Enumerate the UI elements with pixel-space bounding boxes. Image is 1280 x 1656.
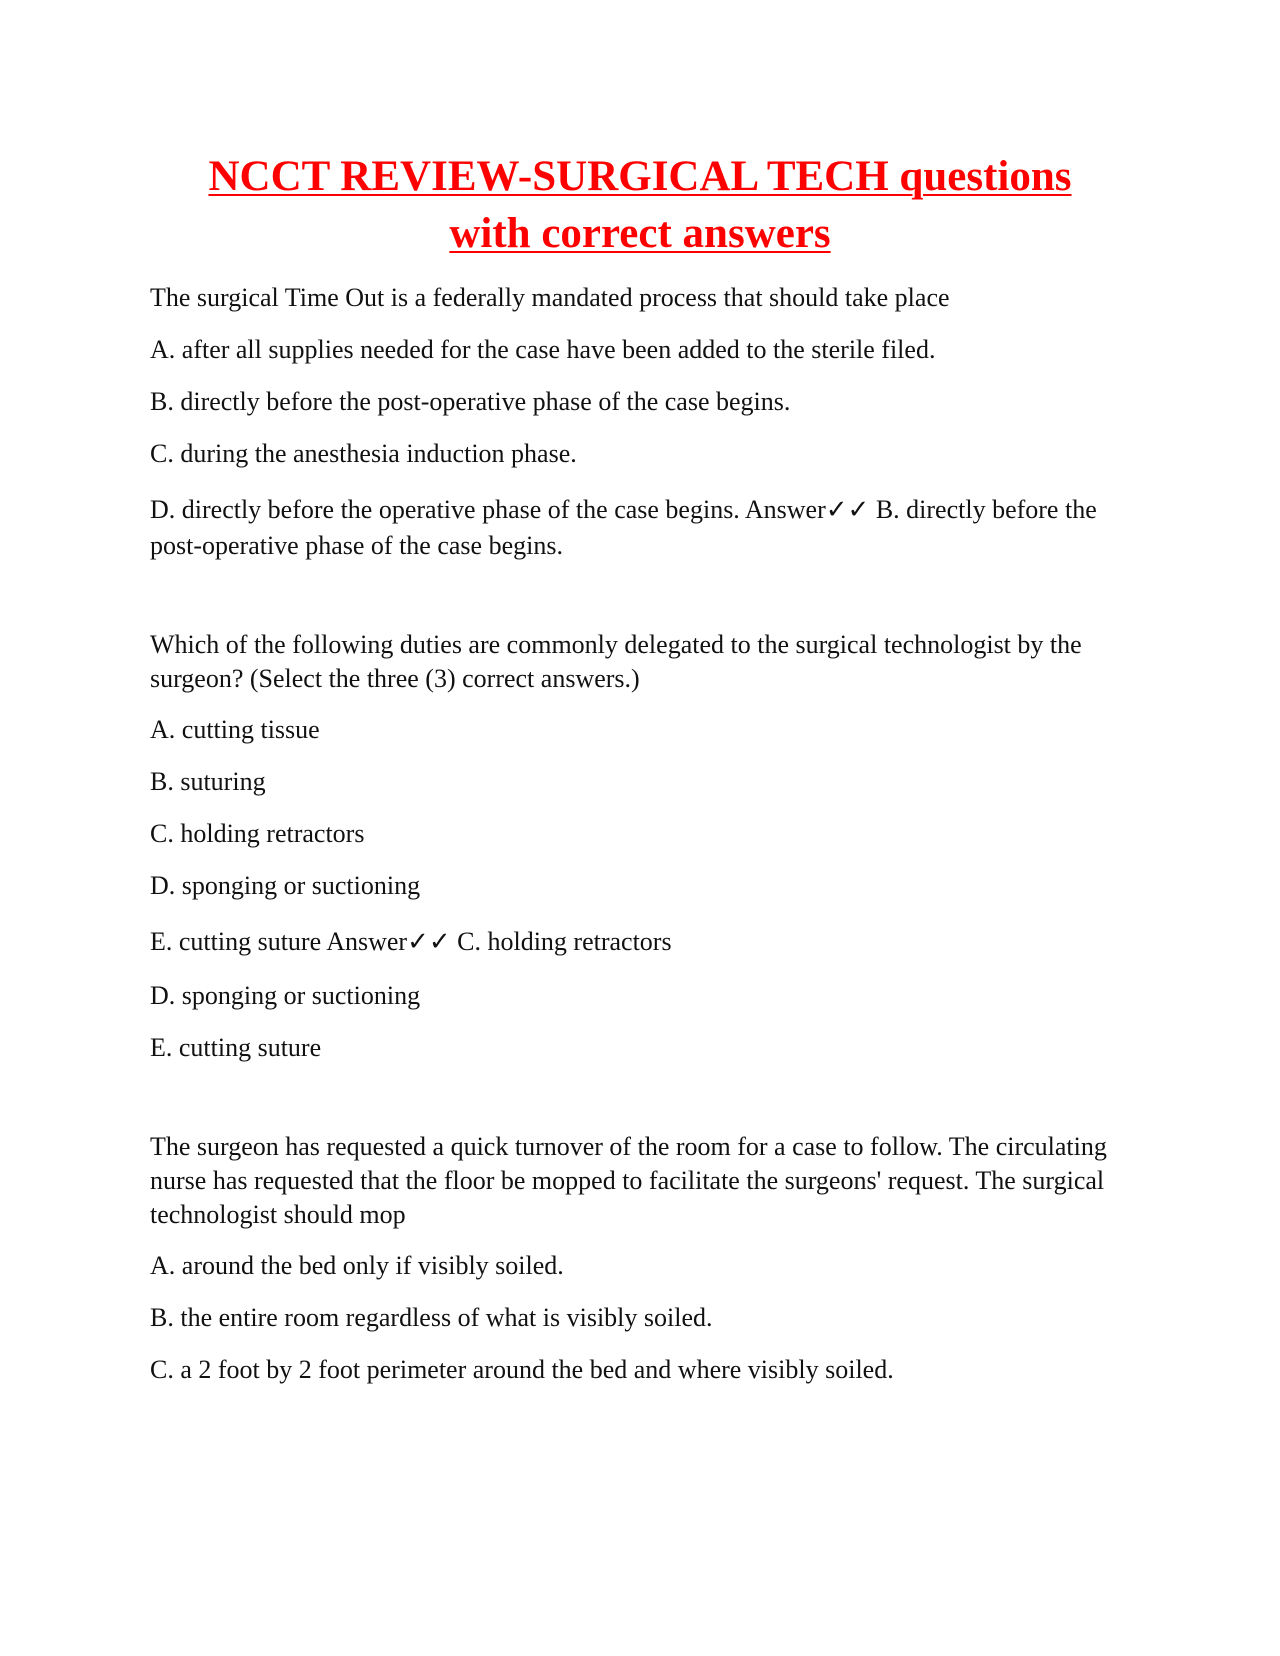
answer-option: A. cutting tissue: [150, 715, 320, 744]
answer-option: C. holding retractors: [150, 819, 365, 848]
question-prompt: Which of the following duties are commonly delegated to the surgical technologist by the surgeon? (Select the three (3) correct answers.): [150, 630, 1082, 693]
answer-option: A. around the bed only if visibly soiled.: [150, 1251, 564, 1280]
answer-option: E. cutting suture: [150, 1033, 322, 1062]
answer-option: C. a 2 foot by 2 foot perimeter around the bed and where visibly soiled.: [150, 1355, 894, 1384]
title-line-1: NCCT REVIEW-SURGICAL TECH questions: [208, 153, 1072, 200]
question-prompt: The surgical Time Out is a federally mandated process that should take place: [150, 283, 950, 312]
answer-option: D. sponging or suctioning: [150, 871, 421, 900]
answer-option: B. directly before the post-operative phase of the case begins.: [150, 387, 791, 416]
answer-option: C. during the anesthesia induction phase.: [150, 439, 577, 468]
answer-option: D. sponging or suctioning: [150, 981, 421, 1010]
question-block: [150, 280, 1130, 564]
title-line-2: with correct answers: [449, 210, 831, 257]
answer-option: B. suturing: [150, 767, 266, 796]
answer-option-with-answer: D. directly before the operative phase of the case begins. Answer✓✓ B. directly before the post-operative phase of the case begins.: [150, 495, 1097, 560]
question-block: [150, 1130, 1130, 1388]
document-title: [150, 148, 1130, 262]
answer-option: B. the entire room regardless of what is visibly soiled.: [150, 1303, 713, 1332]
question-prompt: The surgeon has requested a quick turnover of the room for a case to follow. The circulating nurse has requested that the floor be mopped to facilitate the surgeons' request. The surgical technologist should mop: [150, 1132, 1107, 1229]
question-block: [150, 628, 1130, 1066]
answer-option: A. after all supplies needed for the case have been added to the sterile filed.: [150, 335, 936, 364]
answer-option-with-answer: E. cutting suture Answer✓✓ C. holding retractors: [150, 927, 672, 956]
question-list: [150, 280, 1130, 1388]
